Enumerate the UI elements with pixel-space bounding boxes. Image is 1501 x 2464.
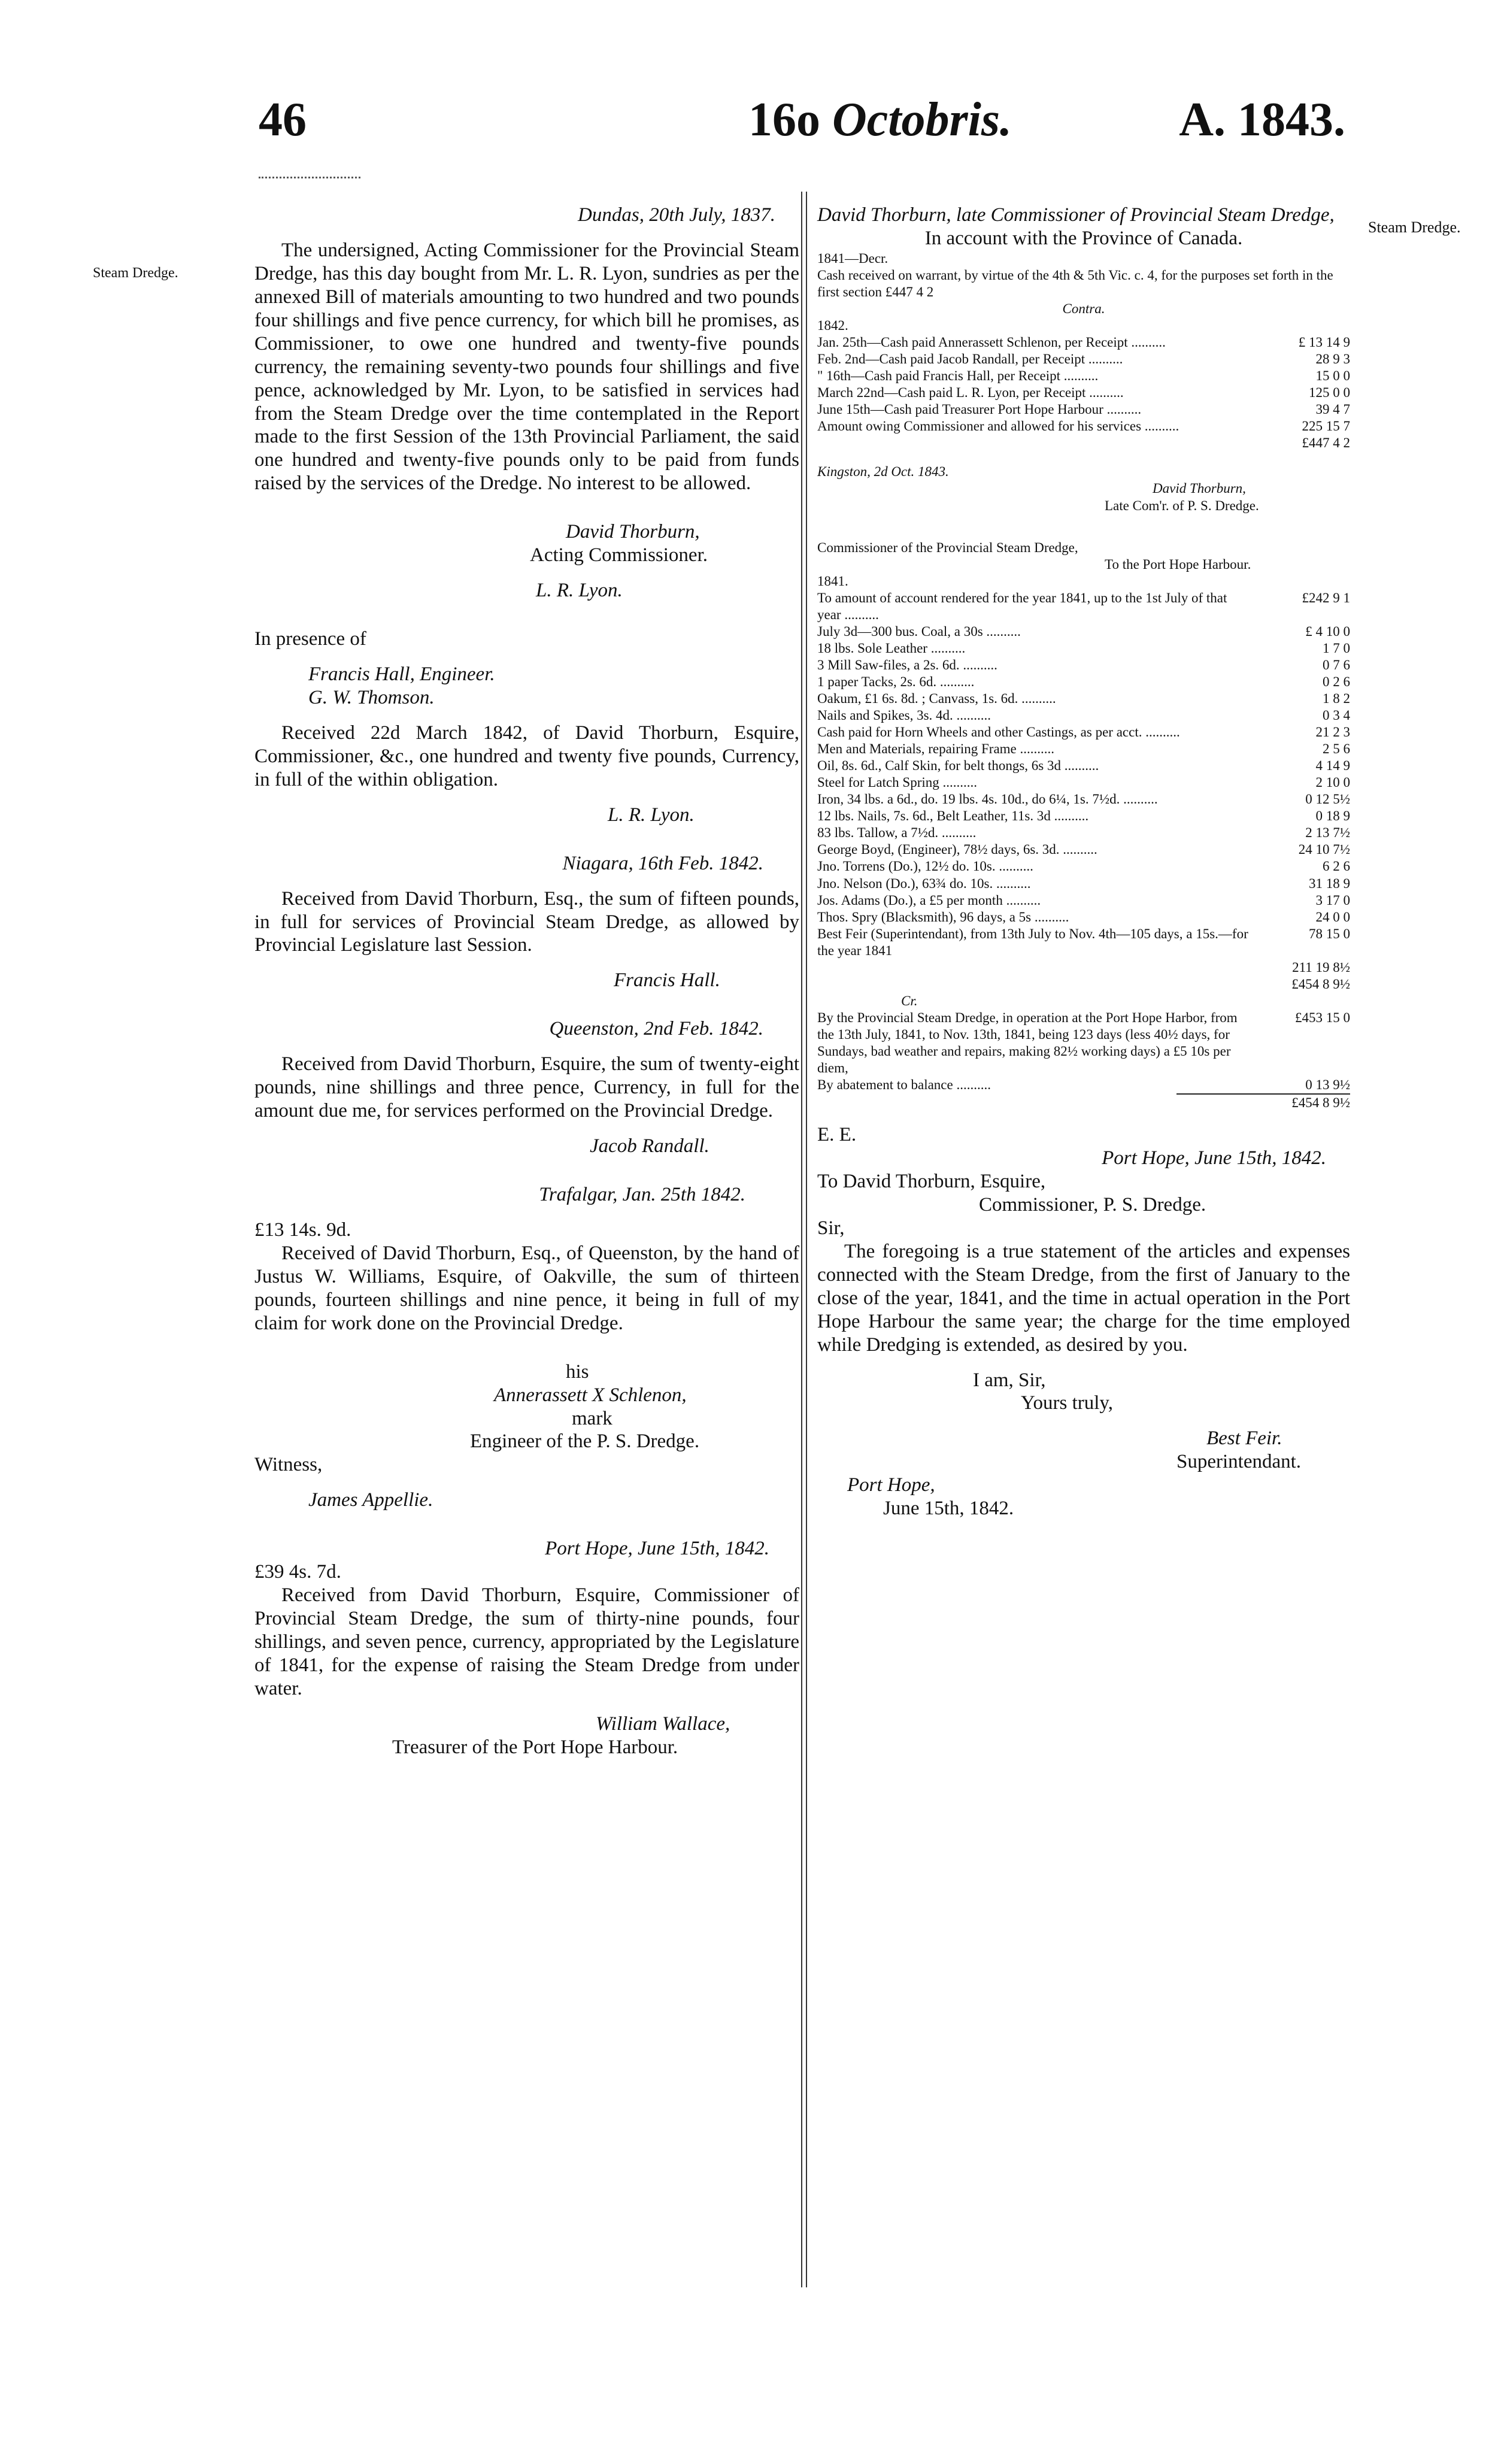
cr-total: £454 8 9½: [1176, 1093, 1350, 1111]
cr-item-2: [817, 1077, 1350, 1093]
bill-item: [817, 909, 1350, 926]
p4-body: Received from David Thorburn, Esquire, the sum of twenty-eight pounds, nine shillings and three pence, Currency, in full for the amount due me, for services performed on the Provincial Dredge.: [254, 1053, 799, 1122]
account-block: [817, 250, 1350, 1111]
p6-title: Treasurer of the Port Hope Harbour.: [392, 1736, 678, 1758]
bill-items: [817, 623, 1350, 959]
account-item-amount: 225 15 7: [1302, 419, 1350, 434]
bill-item-amount: 0 2 6: [1323, 674, 1350, 689]
header-date-prefix: 16o: [748, 93, 820, 146]
account-item-desc: March 22nd—Cash paid L. R. Lyon, per Receipt ..........: [817, 385, 1124, 401]
ee: E. E.: [817, 1124, 857, 1146]
p6-place: Port Hope, June 15th, 1842.: [545, 1538, 769, 1560]
right-column: [817, 204, 1350, 1520]
bill-item: [817, 623, 1350, 640]
margin-note-right: Steam Dredge.: [1368, 219, 1461, 236]
left-column: [254, 204, 799, 1759]
bill-item: [817, 808, 1350, 825]
p3-sig: Francis Hall.: [614, 969, 720, 992]
bill-item-desc: 3 Mill Saw-files, a 2s. 6d. ..........: [817, 657, 997, 672]
bill-item: [817, 757, 1350, 774]
header-month: Octobris.: [832, 93, 1012, 146]
account-item-amount: 39 4 7: [1315, 402, 1350, 417]
bill-item-desc: 12 lbs. Nails, 7s. 6d., Belt Leather, 11s. 3d ..........: [817, 808, 1089, 824]
bill-item-amount: 0 18 9: [1315, 808, 1350, 824]
bill-first: [817, 590, 1350, 623]
bill-item: [817, 741, 1350, 757]
bill-item-desc: Iron, 34 lbs. a 6d., do. 19 lbs. 4s. 10d., do 6¼, 1s. 7½d. ..........: [817, 792, 1158, 807]
p5-witness-name: James Appellie.: [308, 1489, 433, 1511]
bill-item-desc: Oakum, £1 6s. 8d. ; Canvass, 1s. 6d. ..........: [817, 691, 1056, 706]
bill-item-desc: Men and Materials, repairing Frame ..........: [817, 741, 1054, 757]
p5-mark: mark: [572, 1407, 612, 1429]
bill-item-desc: Jno. Torrens (Do.), 12½ do. 10s. ..........: [817, 859, 1033, 874]
bill-item-amount: 1 8 2: [1323, 691, 1350, 706]
p6-sig: William Wallace,: [596, 1713, 730, 1735]
account-item: [817, 418, 1350, 435]
letter-place: Port Hope, June 15th, 1842.: [1102, 1147, 1326, 1169]
margin-note-left: Steam Dredge.: [93, 265, 178, 281]
bill-title-2: To the Port Hope Harbour.: [1105, 556, 1251, 572]
letter-sir: Sir,: [817, 1217, 845, 1239]
p5-title: Engineer of the P. S. Dredge.: [470, 1430, 700, 1453]
bill-item-amount: 2 5 6: [1323, 741, 1350, 757]
acct-year2: 1842.: [817, 318, 848, 334]
bill-item-amount: 24 0 0: [1315, 909, 1350, 925]
p1-body: The undersigned, Acting Commissioner for the Provincial Steam Dredge, has this day bought from Mr. L. R. Lyon, sundries as per the annexed Bill of materials amounting to two hundred and two pounds four shillings and five pence currency, for which bill he promises, as Commissioner, to owe one hundred and twenty-five pounds currency, the remaining seventy-two pounds four shillings and five pence, acknowledged by Mr. Lyon, to be satisfied in services had from the Steam Dredge over the time contemplated in the Report made to the first Session of the 13th Provincial Parliament, the said one hundred and twenty-five pounds only to be paid from funds raised by the services of the Dredge. No interest to be allowed.: [254, 239, 799, 495]
bill-item-amount: 78 15 0: [1309, 926, 1350, 941]
p4-place: Queenston, 2nd Feb. 1842.: [549, 1018, 763, 1040]
bill-item-desc: Best Feir (Superintendant), from 13th July to Nov. 4th—105 days, a 15s.—for the year 1841: [817, 926, 1248, 958]
page-number: 46: [259, 93, 307, 146]
bill-item: [817, 858, 1350, 875]
account-item-amount: £ 13 14 9: [1298, 335, 1350, 350]
p1-place: Dundas, 20th July, 1837.: [578, 204, 775, 226]
p5-amount: £13 14s. 9d.: [254, 1219, 351, 1241]
bill-item: [817, 892, 1350, 909]
bill-first-amt: £242 9 1: [1302, 590, 1350, 605]
bill-item-amount: 4 14 9: [1315, 758, 1350, 774]
letter-foot-place: Port Hope,: [847, 1474, 935, 1496]
p3-body: Received from David Thorburn, Esq., the sum of fifteen pounds, in full for services of Provincial Steam Dredge, as allowed by Provincial Legislature last Session.: [254, 887, 799, 956]
account-item-amount: 28 9 3: [1315, 351, 1350, 367]
letter-close-1: I am, Sir,: [973, 1369, 1046, 1391]
witness-2: G. W. Thomson.: [308, 686, 435, 708]
bill-item-desc: 83 lbs. Tallow, a 7½d. ..........: [817, 825, 977, 841]
acct-title-1: David Thorburn, late Commissioner of Provincial Steam Dredge,: [817, 204, 1335, 226]
bill-item-amount: 0 3 4: [1323, 708, 1350, 723]
acct-total: £447 4 2: [1302, 435, 1350, 451]
header-year: A. 1843.: [1179, 93, 1345, 146]
account-item: [817, 401, 1350, 418]
letter-to-2: Commissioner, P. S. Dredge.: [979, 1193, 1206, 1216]
bill-item-amount: 31 18 9: [1309, 875, 1350, 891]
letter-to: To David Thorburn, Esquire,: [817, 1171, 1046, 1193]
cr-item-2-amt: 0 13 9½: [1305, 1077, 1350, 1093]
bill-item-desc: Nails and Spikes, 3s. 4d. ..........: [817, 708, 991, 723]
account-items: [817, 334, 1350, 435]
account-item-desc: June 15th—Cash paid Treasurer Port Hope Harbour ..........: [817, 402, 1142, 417]
p5-his: his: [566, 1360, 589, 1383]
acct-year1: 1841—Decr.: [817, 250, 889, 266]
bill-item-amount: 24 10 7½: [1298, 842, 1350, 857]
p6-amount: £39 4s. 7d.: [254, 1561, 341, 1583]
letter-close-2: Yours truly,: [1021, 1392, 1114, 1414]
bill-item-desc: Oil, 8s. 6d., Calf Skin, for belt thongs, 6s 3d ..........: [817, 758, 1099, 774]
bill-item: [817, 724, 1350, 741]
p2-sig: L. R. Lyon.: [608, 804, 695, 826]
account-item-desc: Amount owing Commissioner and allowed for his services ..........: [817, 419, 1179, 434]
acct-dr: Cash received on warrant, by virtue of the 4th & 5th Vic. c. 4, for the purposes set forth in the first section £447 4 2: [817, 267, 1333, 299]
p5-body: Received of David Thorburn, Esq., of Queenston, by the hand of Justus W. Williams, Esquire, of Oakville, the sum of thirteen pounds, fourteen shillings and nine pence, it being in full of my claim for work done on the Provincial Dredge.: [254, 1242, 799, 1334]
cr-item-1-desc: By the Provincial Steam Dredge, in operation at the Port Hope Harbor, from the 13th July, 1841, to Nov. 13th, 1841, being 123 days (less 40½ days, for Sundays, bad weather and repairs, making 82½ working days) a £5 10s per diem,: [817, 1010, 1238, 1076]
bill-item-desc: July 3d—300 bus. Coal, a 30s ..........: [817, 623, 1021, 639]
bill-item-amount: 2 13 7½: [1305, 825, 1350, 841]
bill-item-amount: 0 7 6: [1323, 657, 1350, 672]
account-item-desc: Jan. 25th—Cash paid Annerassett Schlenon, per Receipt ..........: [817, 335, 1166, 350]
bill-year: 1841.: [817, 573, 848, 589]
bill-item: [817, 791, 1350, 808]
column-divider-2: [806, 192, 807, 2287]
account-item: [817, 368, 1350, 384]
bill-item: [817, 690, 1350, 707]
letter-foot-date: June 15th, 1842.: [883, 1498, 1014, 1520]
column-divider: [801, 192, 802, 2287]
bill-item-desc: Steel for Latch Spring ..........: [817, 775, 978, 790]
bill-item-amount: 21 2 3: [1315, 725, 1350, 740]
bill-item-desc: 1 paper Tacks, 2s. 6d. ..........: [817, 674, 975, 689]
bill-item-amount: 0 12 5½: [1305, 792, 1350, 807]
p3-place: Niagara, 16th Feb. 1842.: [562, 852, 763, 874]
cr-heading: Cr.: [901, 993, 918, 1008]
account-item: [817, 351, 1350, 368]
bill-item-desc: Cash paid for Horn Wheels and other Castings, as per acct. ..........: [817, 725, 1180, 740]
bill-item-amount: £ 4 10 0: [1305, 623, 1350, 639]
bill-item-amount: 3 17 0: [1315, 892, 1350, 908]
presence: In presence of: [254, 628, 366, 650]
bill-item: [817, 707, 1350, 724]
bill-item: [817, 875, 1350, 892]
p2-body: Received 22d March 1842, of David Thorburn, Esquire, Commissioner, &c., one hundred and twenty five pounds, Currency, in full of the within obligation.: [254, 722, 799, 790]
header-rule: [259, 177, 360, 178]
bill-item-desc: George Boyd, (Engineer), 78½ days, 6s. 3d. ..........: [817, 842, 1097, 857]
bill-item: [817, 841, 1350, 858]
bill-item: [817, 640, 1350, 657]
bill-item-amount: 2 10 0: [1315, 775, 1350, 790]
account-item-desc: Feb. 2nd—Cash paid Jacob Randall, per Receipt ..........: [817, 351, 1123, 367]
account-item: [817, 334, 1350, 351]
p1-sig1: David Thorburn,: [566, 521, 700, 543]
bill-total: £454 8 9½: [1291, 976, 1350, 992]
p6-body: Received from David Thorburn, Esquire, Commissioner of Provincial Steam Dredge, the sum of thirty-nine pounds, four shillings, and seven pence, currency, appropriated by the Legislature of 1841, for the expense of raising the Steam Dredge from under water.: [254, 1584, 799, 1699]
bill-first-desc: To amount of account rendered for the year 1841, up to the 1st July of that year ..........: [817, 590, 1227, 622]
acct-title-2: In account with the Province of Canada.: [924, 227, 1243, 249]
p4-sig: Jacob Randall.: [590, 1135, 709, 1157]
bill-item-desc: 18 lbs. Sole Leather ..........: [817, 640, 966, 656]
letter-body: The foregoing is a true statement of the articles and expenses connected with the Steam Dredge, from the first of January to the close of the year, 1841, and the time in actual operation in the Port Hope Harbour the same year; the charge for the time employed while Dredging is extended, as desired by you.: [817, 1240, 1350, 1356]
account-item: [817, 384, 1350, 401]
bill-item-desc: Thos. Spry (Blacksmith), 96 days, a 5s ..........: [817, 909, 1069, 925]
bill-title-1: Commissioner of the Provincial Steam Dredge,: [817, 540, 1078, 555]
cr-item-1: [817, 1010, 1350, 1077]
p5-place: Trafalgar, Jan. 25th 1842.: [539, 1184, 745, 1205]
p5-sig: Annerassett X Schlenon,: [494, 1384, 687, 1406]
bill-item-amount: 6 2 6: [1323, 859, 1350, 874]
account-item-amount: 125 0 0: [1309, 385, 1350, 401]
bill-item: [817, 657, 1350, 674]
account-item-desc: " 16th—Cash paid Francis Hall, per Receipt ..........: [817, 368, 1099, 384]
acct-sig: David Thorburn,: [1153, 481, 1246, 496]
acct-contra: Contra.: [1062, 301, 1105, 317]
bill-item-desc: Jno. Nelson (Do.), 63¾ do. 10s. ..........: [817, 875, 1031, 891]
account-item-amount: 15 0 0: [1315, 368, 1350, 384]
bill-item: [817, 674, 1350, 690]
letter-sig-title: Superintendant.: [1176, 1451, 1302, 1473]
witness-1: Francis Hall, Engineer.: [308, 663, 495, 685]
cr-item-2-desc: By abatement to balance ..........: [817, 1077, 991, 1093]
acct-sig-title: Late Com'r. of P. S. Dredge.: [1105, 498, 1259, 513]
bill-subtotal: 211 19 8½: [1292, 959, 1350, 975]
p1-sig2: L. R. Lyon.: [536, 580, 623, 602]
bill-item: [817, 825, 1350, 841]
letter-sig: Best Feir.: [1206, 1428, 1282, 1450]
acct-place: Kingston, 2d Oct. 1843.: [817, 464, 949, 480]
cr-item-1-amt: £453 15 0: [1295, 1010, 1350, 1025]
bill-item: [817, 926, 1350, 959]
bill-item-amount: 1 7 0: [1323, 640, 1350, 656]
bill-item: [817, 774, 1350, 791]
p1-sig1-title: Acting Commissioner.: [530, 544, 708, 566]
p5-witness: Witness,: [254, 1454, 323, 1476]
bill-item-desc: Jos. Adams (Do.), a £5 per month ..........: [817, 892, 1041, 908]
page-header: [0, 93, 1501, 147]
header-date: [748, 93, 1012, 147]
